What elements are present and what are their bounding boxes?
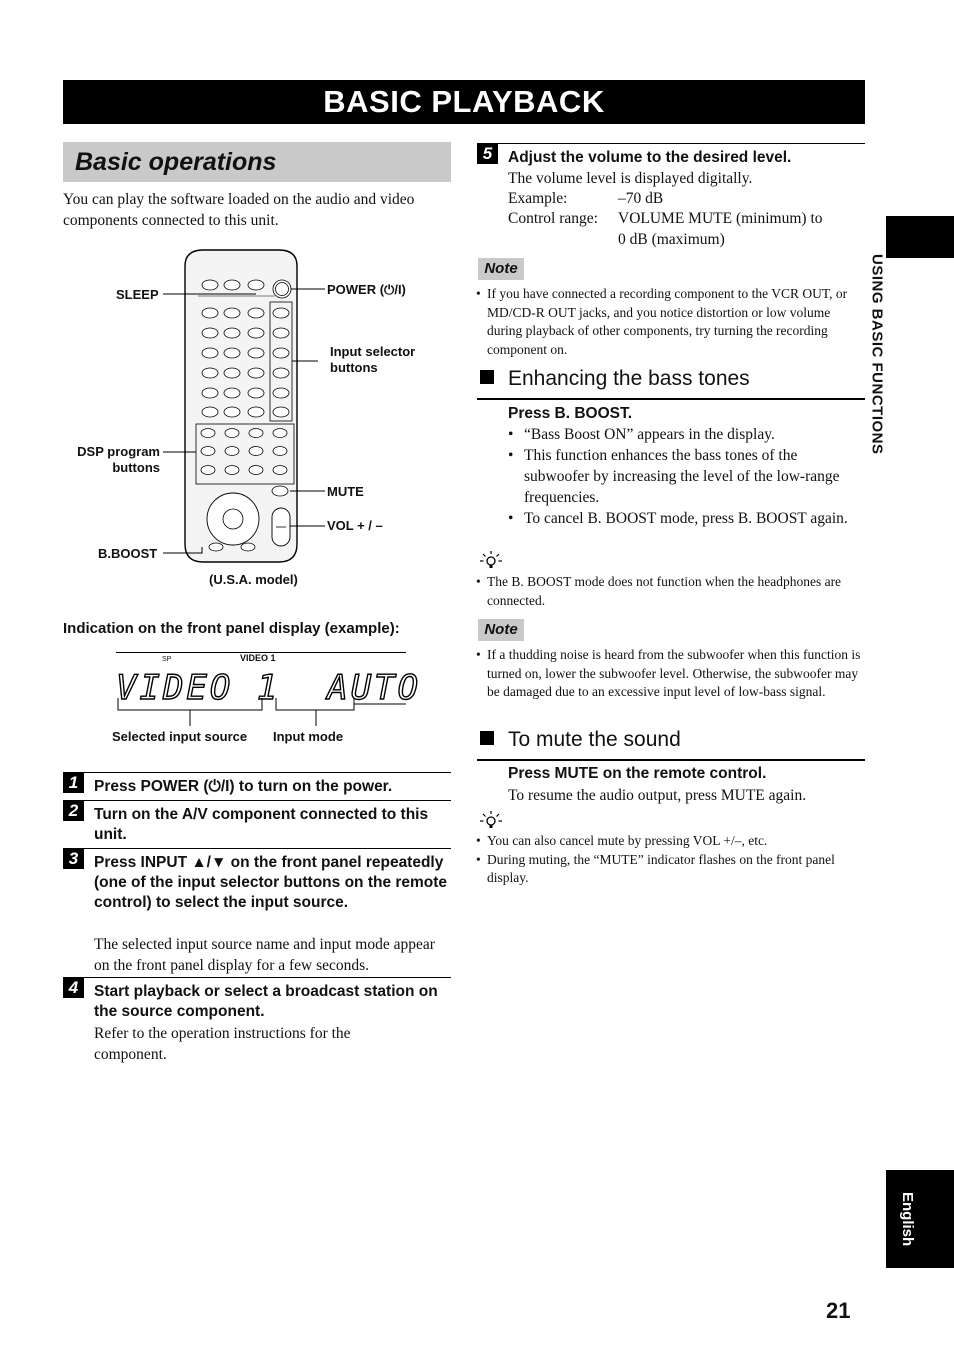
example-label: Example: [508, 190, 568, 207]
front-panel-display [112, 648, 422, 748]
step-4-heading: Start playback or select a broadcast station on the source component. [94, 983, 438, 1020]
language-tab [886, 1170, 954, 1268]
chapter-tab [886, 216, 954, 258]
bass-note-list [476, 646, 866, 702]
dsp-program-callout: DSP program buttons [77, 444, 160, 475]
bboost-callout: B.BOOST [98, 546, 158, 561]
step-5-heading: Adjust the volume to the desired level. [508, 149, 792, 166]
step-number: 5 [477, 144, 498, 164]
mute-tip-item: • During muting, the “MUTE” indicator flashes on the front panel display. [476, 851, 858, 888]
step-number: 3 [63, 849, 84, 869]
note-1-item: • If you have connected a recording component to the VCR OUT, or MD/CD-R OUT jacks, and you notice distortion or low volume during playback of other components, try turning the recording component on. [476, 285, 858, 359]
bass-title: Enhancing the bass tones [508, 367, 750, 390]
step-number: 4 [63, 978, 84, 998]
sp-indicator: SP [162, 656, 172, 663]
page-title: BASIC PLAYBACK [63, 80, 865, 124]
step-1-heading: Press POWER (⏻/I) to turn on the power. [94, 778, 393, 795]
vol-callout: VOL + / – [327, 518, 383, 533]
intro-text: You can play the software loaded on the audio and video components connected to this unit. [63, 191, 415, 229]
example-value: –70 dB [618, 190, 664, 207]
step-3-body: The selected input source name and input mode appear on the front panel display for a few seconds. [94, 936, 435, 974]
step-2-heading: Turn on the A/V component connected to this unit. [94, 806, 429, 843]
remote-illustration [63, 244, 453, 594]
tip-lightbulb-icon [478, 550, 504, 570]
note-badge: Note [478, 258, 524, 280]
model-caption: (U.S.A. model) [209, 572, 298, 587]
step-4-body: Refer to the operation instructions for the component. [94, 1025, 351, 1063]
mute-tip-item: • You can also cancel mute by pressing VOL +/–, etc. [476, 832, 858, 851]
bass-instruction: Press B. BOOST. [508, 405, 633, 422]
mute-title: To mute the sound [508, 728, 681, 751]
display-main-text: VIDEO 1 AUTO [116, 668, 422, 708]
bass-tip-item: • The B. BOOST mode does not function when the headphones are connected. [476, 573, 858, 610]
page-number: 21 [826, 1298, 851, 1323]
bass-note-item: • If a thudding noise is heard from the subwoofer when this function is turned on, lower the subwoofer level. Otherwise, the subwoofer may be damaged due to an excessive input level of low-bass signal. [476, 646, 866, 702]
step-3-heading: Press INPUT ▲/▼ on the front panel repeatedly (one of the input selector buttons on the remote control) to select the input source. [94, 854, 448, 911]
step-number: 2 [63, 801, 84, 821]
chapter-label [866, 254, 888, 524]
bass-bullet: • “Bass Boost ON” appears in the display. [508, 424, 864, 445]
range-value-1: VOLUME MUTE (minimum) to [618, 210, 823, 227]
note-badge: Note [478, 619, 524, 641]
language-label: English [899, 1192, 916, 1247]
bass-tip-list [476, 573, 858, 610]
mute-instruction: Press MUTE on the remote control. [508, 765, 767, 782]
chapter-label-text: USING BASIC FUNCTIONS [868, 254, 886, 455]
range-label: Control range: [508, 210, 598, 227]
section-heading: Basic operations [63, 142, 451, 182]
range-value-2: 0 dB (maximum) [618, 231, 725, 248]
power-callout: POWER (⏻/I) [327, 282, 406, 297]
video-indicator: VIDEO 1 [240, 653, 276, 663]
display-caption: Indication on the front panel display (example): [63, 620, 400, 637]
step-number: 1 [63, 773, 84, 793]
label-input-mode: Input mode [273, 729, 344, 744]
step-5-body: The volume level is displayed digitally. [508, 170, 753, 187]
sleep-callout: SLEEP [116, 287, 159, 302]
mute-callout: MUTE [327, 484, 364, 499]
bass-bullet: • To cancel B. BOOST mode, press B. BOOST again. [508, 508, 864, 529]
bass-section-heading [480, 366, 750, 392]
bass-bullets [508, 424, 864, 529]
mute-body: To resume the audio output, press MUTE again. [508, 787, 807, 804]
mute-tip-list [476, 832, 858, 888]
input-selector-callout: Input selector buttons [330, 344, 416, 375]
tip-lightbulb-icon [478, 810, 504, 830]
mute-section-heading [480, 727, 681, 753]
note-1-list [476, 285, 858, 359]
label-selected-source: Selected input source [112, 729, 248, 744]
bass-bullet: • This function enhances the bass tones of the subwoofer by increasing the level of the low-range frequencies. [508, 445, 864, 508]
